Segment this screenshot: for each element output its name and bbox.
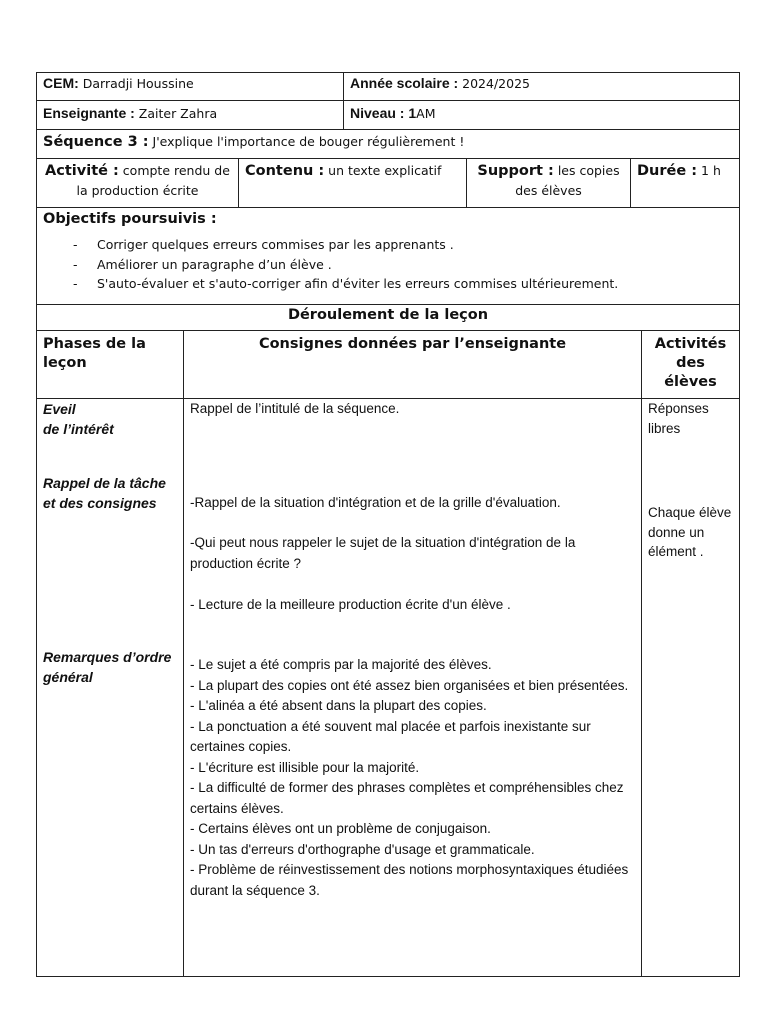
lesson-sheet bbox=[36, 72, 740, 977]
info-row bbox=[36, 159, 740, 208]
header-row-2 bbox=[36, 101, 740, 130]
annee-value: 2024/2025 bbox=[462, 76, 530, 91]
consigne-lecture: - Lecture de la meilleure production écrite d'un élève . bbox=[190, 597, 511, 612]
annee-cell bbox=[343, 73, 739, 100]
consigne-question: -Qui peut nous rappeler le sujet de la situation d'intégration de la production écrite ? bbox=[190, 535, 576, 571]
col-phases-header: Phases de la leçon bbox=[43, 336, 146, 371]
activite-reponses: Réponses libres bbox=[648, 401, 709, 436]
niveau-cell bbox=[343, 101, 739, 129]
annee-label: Année scolaire : bbox=[350, 75, 459, 91]
table-body-row bbox=[36, 399, 740, 977]
niveau-value: AM bbox=[416, 106, 436, 121]
consignes-col bbox=[183, 399, 641, 976]
objectifs-cell bbox=[37, 208, 739, 304]
enseignante-value: Zaiter Zahra bbox=[138, 106, 218, 121]
list-item: - S'auto-évaluer et s'auto-corriger afin d'éviter les erreurs commises ultérieurement. bbox=[43, 274, 733, 294]
support-value: les copies des élèves bbox=[515, 163, 620, 198]
objectifs-list bbox=[43, 235, 733, 294]
deroulement-title: Déroulement de la leçon bbox=[287, 307, 489, 323]
sequence-label: Séquence 3 : bbox=[43, 134, 149, 150]
sequence-value: J'explique l'importance de bouger régulièrement ! bbox=[152, 134, 465, 149]
sequence-row bbox=[36, 130, 740, 159]
activite-element: Chaque élève donne un élément . bbox=[648, 505, 732, 559]
phases-col bbox=[37, 399, 183, 976]
activite-cell bbox=[37, 159, 238, 207]
contenu-cell bbox=[238, 159, 466, 207]
activite-value: compte rendu de la production écrite bbox=[76, 163, 230, 198]
list-item: - Améliorer un paragraphe d’un élève . bbox=[43, 255, 733, 275]
niveau-label: Niveau : 1 bbox=[350, 105, 417, 121]
sequence-cell bbox=[37, 130, 739, 158]
list-item: - Corriger quelques erreurs commises par les apprenants . bbox=[43, 235, 733, 255]
cem-value: Darradji Houssine bbox=[82, 76, 194, 91]
contenu-value: un texte explicatif bbox=[328, 163, 442, 178]
support-cell bbox=[466, 159, 630, 207]
table-header-row bbox=[36, 331, 740, 399]
col-consignes-header: Consignes données par l’enseignante bbox=[183, 331, 641, 398]
duree-cell bbox=[630, 159, 739, 207]
cem-cell bbox=[37, 73, 343, 100]
support-label: Support : bbox=[477, 163, 554, 179]
duree-label: Durée : bbox=[637, 163, 698, 179]
objectifs-title: Objectifs poursuivis : bbox=[43, 211, 217, 227]
phase-eveil: Eveil de l’intérêt bbox=[43, 401, 114, 437]
activites-col bbox=[641, 399, 739, 976]
cem-label: CEM: bbox=[43, 75, 79, 91]
phase-remarques: Remarques d’ordre général bbox=[43, 649, 172, 685]
duree-value: 1 h bbox=[701, 163, 721, 178]
phase-rappel: Rappel de la tâche et des consignes bbox=[43, 475, 166, 511]
enseignante-cell bbox=[37, 101, 343, 129]
deroulement-row bbox=[36, 305, 740, 331]
consigne-remarques: - Le sujet a été compris par la majorité des élèves. - La plupart des copies ont été assez bien organisées et bien présentées. - L'alinéa a été absent dans la plupart des copies. - La ponctuation a été souvent mal placée et parfois inexistante sur certaines copies. - L'écriture est illisible pour la majorité. - La difficulté de former des phrases complètes et compréhensibles chez certains élèves. - Certains élèves ont un problème de conjugaison. - Un tas d'erreurs d'orthographe d'usage et grammaticale. - Problème de réinvestissement des notions morphosyntaxiques étudiées durant la séquence 3. bbox=[190, 657, 629, 898]
objectifs-row bbox=[36, 208, 740, 305]
activite-label: Activité : bbox=[45, 163, 119, 179]
col-activites-header: Activités des élèves bbox=[641, 331, 739, 398]
header-row-1 bbox=[36, 72, 740, 101]
consigne-rappel-situation: -Rappel de la situation d'intégration et de la grille d'évaluation. bbox=[190, 495, 561, 510]
enseignante-label: Enseignante : bbox=[43, 105, 135, 121]
consigne-rappel-intitule: Rappel de l’intitulé de la séquence. bbox=[190, 401, 400, 416]
contenu-label: Contenu : bbox=[245, 163, 325, 179]
